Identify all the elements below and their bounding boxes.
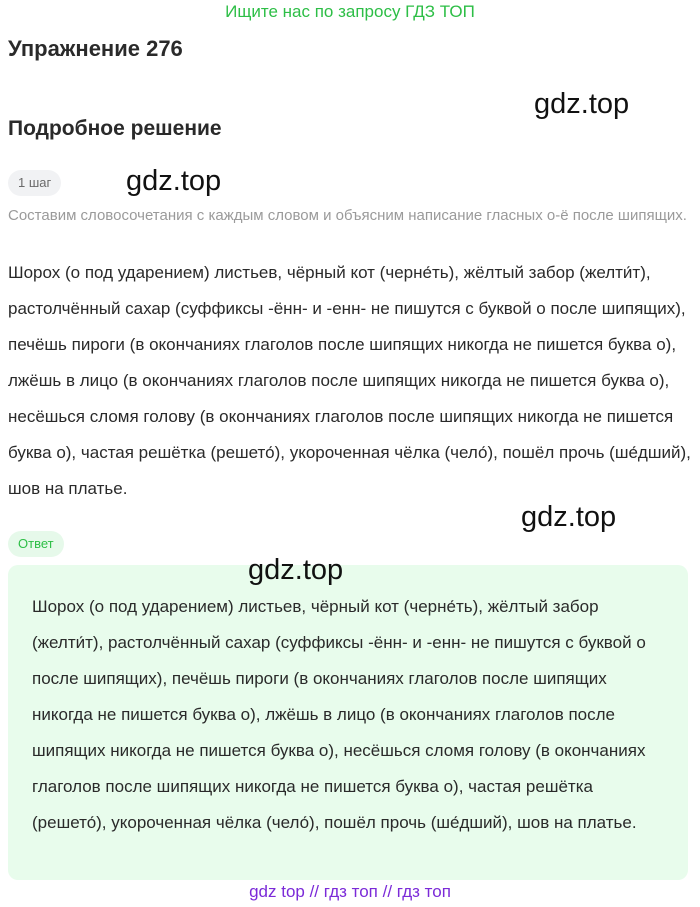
watermark: gdz.top <box>521 501 617 533</box>
watermark: gdz.top <box>534 88 630 120</box>
watermark: gdz.top <box>248 554 344 586</box>
step-hint: Составим словосочетания с каждым словом и объясним написание гласных о-ё после шипящих. <box>8 207 687 224</box>
answer-box <box>8 565 688 880</box>
footer-links[interactable]: gdz top // гдз топ // гдз топ <box>249 882 451 901</box>
solution-text: Шорох (о под ударением) листьев, чёрный кот (черне́ть), жёлтый забор (желти́т), растолчённый сахар (суффиксы -ённ- и -енн- не пишутся с буквой о после шипящих), печёшь пироги (в окончаниях глаголов после шипящих никогда не пишется буква о), лжёшь в лицо (в окончаниях глаголов после шипящих никогда не пишется буква о), несёшься сломя голову (в окончаниях глаголов после шипящих никогда не пишется буква о), частая решётка (решето́), укороченная чёлка (чело́), пошёл прочь (ше́дший), шов на платье. <box>8 263 691 498</box>
step-badge: 1 шаг <box>8 170 61 196</box>
watermark: gdz.top <box>126 165 222 197</box>
exercise-title: Упражнение 276 <box>8 36 183 61</box>
section-title: Подробное решение <box>8 117 222 140</box>
answer-badge: Ответ <box>8 531 64 557</box>
answer-text: Шорох (о под ударением) листьев, чёрный кот (черне́ть), жёлтый забор (желти́т), растолчённый сахар (суффиксы -ённ- и -енн- не пишутся с буквой о после шипящих), печёшь пироги (в окончаниях глаголов после шипящих никогда не пишется буква о), лжёшь в лицо (в окончаниях глаголов после шипящих никогда не пишется буква о), несёшься сломя голову (в окончаниях глаголов после шипящих никогда не пишется буква о), частая решётка (решето́), укороченная чёлка (чело́), пошёл прочь (ше́дший), шов на платье. <box>32 597 646 832</box>
search-banner[interactable]: Ищите нас по запросу ГДЗ ТОП <box>225 2 475 21</box>
